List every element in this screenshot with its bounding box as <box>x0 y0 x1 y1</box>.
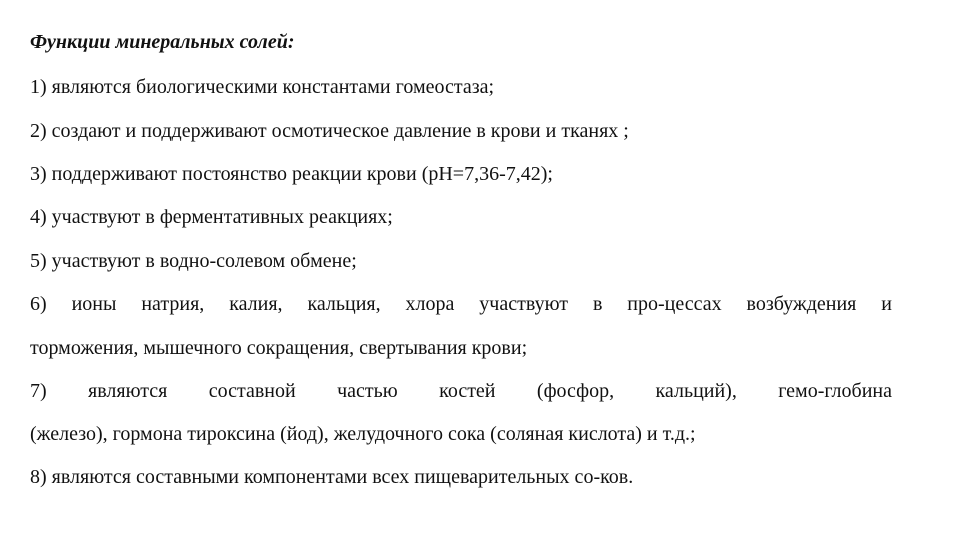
list-item-continuation: (железо), гормона тироксина (йод), желудочного сока (соляная кислота) и т.д.; <box>30 423 696 445</box>
list-item: 7) являются составной частью костей (фосфор, кальций), гемо-глобина <box>30 380 892 402</box>
list-item: 8) являются составными компонентами всех пищеварительных со-ков. <box>30 466 634 488</box>
list-item-continuation: торможения, мышечного сокращения, свертывания крови; <box>30 337 528 359</box>
list-item: 1) являются биологическими константами гомеостаза; <box>30 76 495 98</box>
list-item: 2) создают и поддерживают осмотическое давление в крови и тканях ; <box>30 120 629 142</box>
list-item: 5) участвуют в водно-солевом обмене; <box>30 250 357 272</box>
document-title: Функции минеральных солей: <box>30 31 295 53</box>
list-item: 4) участвуют в ферментативных реакциях; <box>30 206 393 228</box>
list-item: 6) ионы натрия, калия, кальция, хлора участвуют в про-цессах возбуждения и <box>30 293 892 315</box>
list-item: 3) поддерживают постоянство реакции крови (рН=7,36-7,42); <box>30 163 553 185</box>
